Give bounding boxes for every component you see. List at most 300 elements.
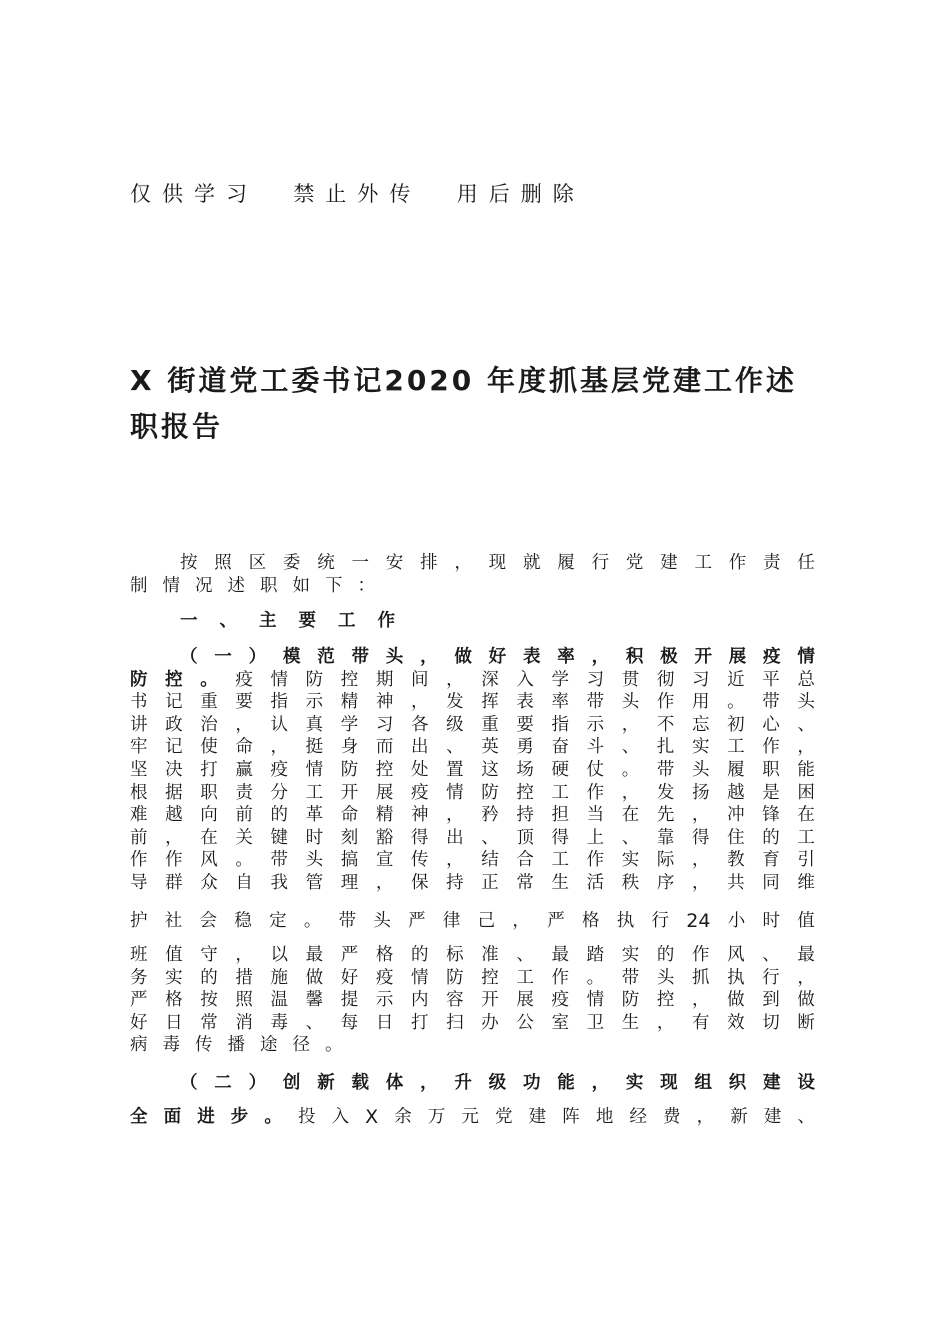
char: ， xyxy=(656,1012,675,1033)
char: 积 xyxy=(625,647,644,667)
char: 上 xyxy=(586,827,605,848)
intro-paragraph xyxy=(130,552,815,597)
char: 升 xyxy=(454,1073,472,1093)
char: 工 xyxy=(797,827,815,848)
char: 据 xyxy=(165,782,183,803)
char: 序 xyxy=(656,872,675,893)
char: 挥 xyxy=(481,692,499,713)
char: 靠 xyxy=(656,827,675,848)
char: 锋 xyxy=(762,805,780,826)
char: 入 xyxy=(331,1107,350,1127)
document-title xyxy=(130,358,830,450)
char: 带 xyxy=(586,692,605,713)
char: 开 xyxy=(340,782,359,803)
char: ， xyxy=(446,805,464,826)
char: ， xyxy=(446,850,464,871)
char: 指 xyxy=(270,692,288,713)
char: 工 xyxy=(551,850,569,871)
char: 毒 xyxy=(162,1035,180,1056)
char: 一 xyxy=(180,611,198,631)
char: 各 xyxy=(411,714,429,735)
char: 重 xyxy=(200,692,218,713)
char: 级 xyxy=(488,1073,507,1093)
char: 。 xyxy=(200,669,218,690)
char: 要 xyxy=(516,714,534,735)
char: 在 xyxy=(621,805,640,826)
char: 硬 xyxy=(551,759,569,780)
char: 职 xyxy=(200,782,218,803)
confidential-notice: 仅供学习 禁止外传 用后删除 xyxy=(130,182,585,206)
char: 地 xyxy=(595,1107,614,1127)
char: 习 xyxy=(692,669,710,690)
char: 情 xyxy=(305,759,324,780)
char: ， xyxy=(591,1073,610,1093)
char: 自 xyxy=(235,872,253,893)
char: 命 xyxy=(340,805,359,826)
char: 公 xyxy=(516,1012,534,1033)
char: 严 xyxy=(340,945,359,965)
char: 而 xyxy=(375,737,394,758)
char: 毒 xyxy=(270,1012,288,1033)
text-line xyxy=(130,827,815,850)
char: 率 xyxy=(557,647,575,667)
char: 是 xyxy=(762,782,780,803)
title-line-2: 职报告 xyxy=(130,410,224,443)
char: ， xyxy=(621,714,640,735)
char: 防 xyxy=(305,669,324,690)
char: 值 xyxy=(165,945,183,965)
char: 合 xyxy=(516,850,534,871)
char: 示 xyxy=(375,990,394,1011)
char: 照 xyxy=(235,990,253,1011)
char: 带 xyxy=(338,911,357,931)
char: 载 xyxy=(351,1073,369,1093)
char: 好 xyxy=(340,967,359,988)
text-line xyxy=(130,989,815,1012)
char: 下 xyxy=(325,575,343,596)
char: 、 xyxy=(481,827,499,848)
char: 示 xyxy=(586,714,605,735)
char: 阵 xyxy=(562,1107,580,1127)
char: （ xyxy=(180,647,198,667)
char: ， xyxy=(411,692,429,713)
char: 提 xyxy=(340,990,359,1011)
char: 工 xyxy=(305,782,324,803)
char: 情 xyxy=(162,575,180,596)
char: 革 xyxy=(305,805,324,826)
char: 记 xyxy=(165,737,183,758)
char: 费 xyxy=(663,1107,681,1127)
char: 打 xyxy=(411,1012,429,1033)
char: 控 xyxy=(165,669,183,690)
char: 头 xyxy=(797,692,815,713)
char: 常 xyxy=(200,1012,218,1033)
char: 初 xyxy=(727,714,745,735)
char: 带 xyxy=(270,850,288,871)
char: 要 xyxy=(235,692,253,713)
char: 习 xyxy=(586,669,605,690)
char: 风 xyxy=(200,850,218,871)
char: 结 xyxy=(481,850,499,871)
char: 最 xyxy=(305,945,324,965)
char: 级 xyxy=(446,714,464,735)
char: 万 xyxy=(427,1107,446,1127)
char: 效 xyxy=(727,1012,745,1033)
char: 展 xyxy=(728,647,747,667)
char: 新 xyxy=(730,1107,748,1127)
char: 委 xyxy=(282,553,301,573)
char: 间 xyxy=(411,669,429,690)
char: 头 xyxy=(692,759,710,780)
char: 同 xyxy=(762,872,780,893)
char: 日 xyxy=(375,1012,394,1033)
char: 越 xyxy=(165,805,183,826)
char: 严 xyxy=(547,911,565,931)
char: 。 xyxy=(621,759,640,780)
char: 前 xyxy=(130,827,148,848)
char: 班 xyxy=(130,945,148,965)
char: 定 xyxy=(269,911,287,931)
char: 仗 xyxy=(586,759,605,780)
char: 党 xyxy=(495,1107,513,1127)
sub1-heading-line-1 xyxy=(130,646,815,669)
char: 维 xyxy=(797,872,815,893)
char: 能 xyxy=(557,1073,575,1093)
char: 。 xyxy=(325,1035,343,1056)
char: 使 xyxy=(200,737,218,758)
char: 值 xyxy=(797,911,815,931)
char: 矜 xyxy=(481,805,499,826)
char: 小 xyxy=(727,911,746,931)
char: 共 xyxy=(727,872,745,893)
char: 况 xyxy=(195,575,213,596)
char: 的 xyxy=(270,805,288,826)
char: ， xyxy=(375,872,394,893)
char: 作 xyxy=(165,850,183,871)
char: 不 xyxy=(656,714,675,735)
char: 学 xyxy=(340,714,359,735)
char: 区 xyxy=(248,553,267,573)
char: 情 xyxy=(586,990,605,1011)
char: 带 xyxy=(656,759,675,780)
char: 担 xyxy=(551,805,569,826)
char: 时 xyxy=(762,911,780,931)
char: 牢 xyxy=(130,737,148,758)
char: 。 xyxy=(264,1107,282,1127)
char: 格 xyxy=(165,990,183,1011)
char: 开 xyxy=(481,990,499,1011)
char: 稳 xyxy=(234,911,252,931)
char: 打 xyxy=(200,759,218,780)
char: 护 xyxy=(130,911,148,931)
char: 总 xyxy=(797,669,815,690)
char: 最 xyxy=(551,945,569,965)
char: ， xyxy=(621,782,640,803)
char: ， xyxy=(454,553,472,573)
char: 好 xyxy=(488,647,507,667)
char: 按 xyxy=(200,990,218,1011)
char: 关 xyxy=(235,827,253,848)
char: 正 xyxy=(481,872,499,893)
char: 、 xyxy=(621,827,640,848)
char: 有 xyxy=(692,1012,710,1033)
char: 防 xyxy=(621,990,640,1011)
char: 展 xyxy=(375,782,394,803)
char: 率 xyxy=(551,692,569,713)
sub1-line-2 xyxy=(130,669,815,692)
char: 工 xyxy=(727,737,745,758)
char: 活 xyxy=(586,872,605,893)
char: 执 xyxy=(616,911,635,931)
char: 党 xyxy=(625,553,644,573)
intro-line-2 xyxy=(130,575,815,598)
char: 时 xyxy=(305,827,324,848)
char: 极 xyxy=(660,647,678,667)
char: ） xyxy=(248,1073,267,1093)
char: 标 xyxy=(446,945,464,965)
char: 。 xyxy=(727,692,745,713)
char: 、 xyxy=(446,737,464,758)
char: 内 xyxy=(411,990,429,1011)
char: 履 xyxy=(727,759,745,780)
char: 住 xyxy=(727,827,745,848)
char: ， xyxy=(270,737,288,758)
char: 得 xyxy=(692,827,710,848)
char: 命 xyxy=(235,737,253,758)
char: 抓 xyxy=(692,967,710,988)
char: 行 xyxy=(762,967,780,988)
number-24: 24 xyxy=(686,910,711,932)
char: 政 xyxy=(165,714,183,735)
char: 在 xyxy=(797,805,815,826)
char: 就 xyxy=(522,553,541,573)
char: 职 xyxy=(762,759,780,780)
char: 治 xyxy=(200,714,218,735)
char: 的 xyxy=(411,945,429,965)
char: 当 xyxy=(586,805,605,826)
char: 扬 xyxy=(692,782,710,803)
char: 教 xyxy=(727,850,745,871)
char: ， xyxy=(797,737,815,758)
sub1-lines xyxy=(130,691,815,894)
char: 经 xyxy=(629,1107,647,1127)
char: ， xyxy=(446,669,464,690)
char: 表 xyxy=(522,647,541,667)
char: 作 xyxy=(586,850,605,871)
char: 体 xyxy=(385,1073,404,1093)
char: 疫 xyxy=(270,759,288,780)
char: 卫 xyxy=(586,1012,605,1033)
char: 能 xyxy=(797,759,815,780)
char: 实 xyxy=(692,737,710,758)
char: 习 xyxy=(375,714,394,735)
char: 模 xyxy=(282,647,301,667)
char: ， xyxy=(420,647,438,667)
text-line xyxy=(130,1012,815,1035)
subsection-1 xyxy=(130,646,815,895)
text-line xyxy=(130,714,815,737)
char: 疫 xyxy=(763,647,781,667)
char: 书 xyxy=(130,692,148,713)
char: 忘 xyxy=(692,714,710,735)
char: 责 xyxy=(763,553,781,573)
char: 一 xyxy=(351,553,369,573)
char: 出 xyxy=(446,827,464,848)
char: 带 xyxy=(621,967,640,988)
char: 切 xyxy=(762,1012,780,1033)
char: 元 xyxy=(461,1107,479,1127)
char: 实 xyxy=(621,850,640,871)
char: 措 xyxy=(235,967,253,988)
text-line xyxy=(130,736,815,759)
char: 疫 xyxy=(411,782,429,803)
char: 建 xyxy=(763,1073,781,1093)
sub2-line-2 xyxy=(130,1106,815,1129)
char: 决 xyxy=(165,759,183,780)
char: 疫 xyxy=(235,669,253,690)
char: 一 xyxy=(214,647,232,667)
char: 发 xyxy=(656,782,675,803)
char: 工 xyxy=(551,782,569,803)
char: 引 xyxy=(797,850,815,871)
char: 按 xyxy=(180,553,198,573)
sub2-heading-line-1 xyxy=(130,1072,815,1106)
char: 作 xyxy=(762,737,780,758)
char: 的 xyxy=(656,945,675,965)
char: 照 xyxy=(214,553,232,573)
section-heading-main-work xyxy=(130,610,815,633)
char: 途 xyxy=(260,1035,278,1056)
char: 二 xyxy=(214,1073,232,1093)
char: 功 xyxy=(522,1073,541,1093)
char: ， xyxy=(692,990,710,1011)
char: 平 xyxy=(762,669,780,690)
char: 新 xyxy=(317,1073,335,1093)
char: 现 xyxy=(660,1073,678,1093)
char: 认 xyxy=(270,714,288,735)
char: 学 xyxy=(551,669,569,690)
char: 余 xyxy=(394,1107,412,1127)
char: 办 xyxy=(481,1012,499,1033)
char: 任 xyxy=(797,553,815,573)
char: 展 xyxy=(516,990,534,1011)
char: 全 xyxy=(130,1107,148,1127)
char: 传 xyxy=(195,1035,213,1056)
char: 好 xyxy=(130,1012,148,1033)
char: 、 xyxy=(762,945,780,965)
char: 、 xyxy=(219,611,237,631)
char: 坚 xyxy=(130,759,148,780)
char: 室 xyxy=(551,1012,569,1033)
char: 馨 xyxy=(305,990,324,1011)
char: 头 xyxy=(621,692,640,713)
char: 、 xyxy=(797,1107,815,1127)
char: 责 xyxy=(235,782,253,803)
char: 生 xyxy=(621,1012,640,1033)
text-line xyxy=(130,872,815,895)
char: 生 xyxy=(551,872,569,893)
char: 工 xyxy=(338,611,356,631)
char: 最 xyxy=(797,945,815,965)
char: 的 xyxy=(200,967,218,988)
char: 防 xyxy=(481,782,499,803)
char: 投 xyxy=(297,1107,316,1127)
char: 越 xyxy=(727,782,745,803)
char: 奋 xyxy=(551,737,569,758)
char: 际 xyxy=(656,850,675,871)
char: 扎 xyxy=(656,737,675,758)
char: 处 xyxy=(411,759,429,780)
char: 设 xyxy=(797,1073,815,1093)
char: 传 xyxy=(411,850,429,871)
char: 先 xyxy=(656,805,675,826)
char: 现 xyxy=(488,553,507,573)
char: 这 xyxy=(481,759,499,780)
char: 讲 xyxy=(130,714,148,735)
char: ， xyxy=(512,911,530,931)
intro-line-1 xyxy=(130,552,815,575)
char: 头 xyxy=(656,967,675,988)
char: 严 xyxy=(408,911,426,931)
char: 行 xyxy=(651,911,669,931)
char: 实 xyxy=(625,1073,644,1093)
char: 勇 xyxy=(516,737,534,758)
char: 容 xyxy=(446,990,464,1011)
char: ， xyxy=(235,714,253,735)
char: 作 xyxy=(130,850,148,871)
char: 期 xyxy=(375,669,394,690)
char: 、 xyxy=(621,737,640,758)
char: 面 xyxy=(163,1107,182,1127)
char: 近 xyxy=(727,669,745,690)
char: 发 xyxy=(446,692,464,713)
char: 出 xyxy=(411,737,429,758)
char: 职 xyxy=(260,575,278,596)
char: 控 xyxy=(340,669,359,690)
char: 置 xyxy=(446,759,464,780)
char: 实 xyxy=(621,945,640,965)
char: 头 xyxy=(385,647,404,667)
text-line xyxy=(130,804,815,827)
char: 真 xyxy=(305,714,324,735)
char: 冲 xyxy=(727,805,745,826)
char: 。 xyxy=(586,967,605,988)
char: 挺 xyxy=(305,737,324,758)
char: 要 xyxy=(298,611,316,631)
char: 己 xyxy=(477,911,496,931)
char: 进 xyxy=(197,1107,215,1127)
char: 我 xyxy=(270,872,288,893)
char: 、 xyxy=(516,945,534,965)
char: 秩 xyxy=(621,872,640,893)
char: 的 xyxy=(762,827,780,848)
char: 述 xyxy=(227,575,245,596)
char: 工 xyxy=(516,967,534,988)
char: 风 xyxy=(727,945,745,965)
char: 前 xyxy=(235,805,253,826)
text-line xyxy=(130,759,815,782)
char: ， xyxy=(692,850,710,871)
char: 。 xyxy=(235,850,253,871)
char: 入 xyxy=(516,669,534,690)
char: 扫 xyxy=(446,1012,464,1033)
char: 得 xyxy=(551,827,569,848)
char: 做 xyxy=(727,990,745,1011)
char: 防 xyxy=(130,669,148,690)
char: 众 xyxy=(200,872,218,893)
sub1-line-24 xyxy=(130,908,815,934)
char: 神 xyxy=(375,692,394,713)
